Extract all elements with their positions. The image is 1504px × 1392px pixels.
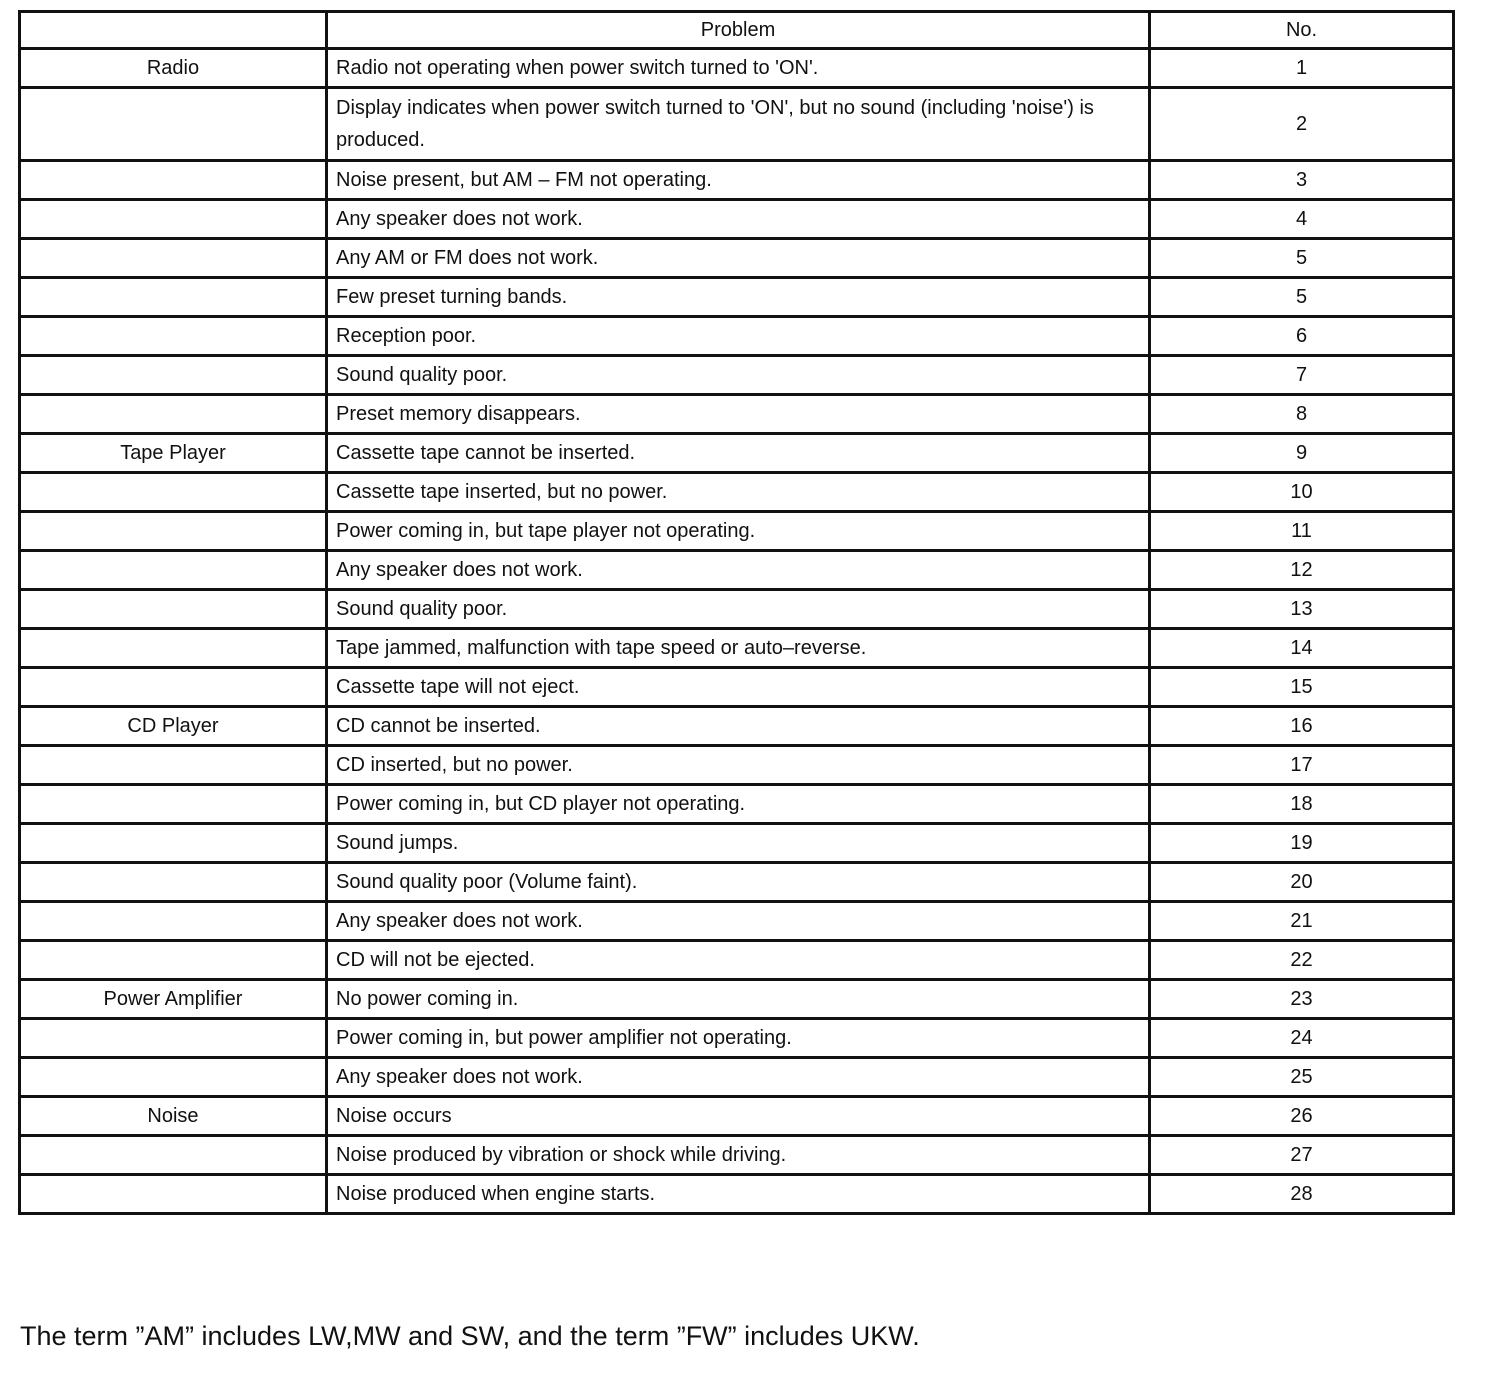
row-number: 18 bbox=[1150, 785, 1454, 824]
row-problem: Sound quality poor. bbox=[327, 590, 1150, 629]
row-system bbox=[20, 941, 327, 980]
row-system: Power Amplifier bbox=[20, 980, 327, 1019]
table-row bbox=[20, 746, 1454, 785]
row-number: 8 bbox=[1150, 395, 1454, 434]
row-problem: Noise present, but AM – FM not operating. bbox=[327, 161, 1150, 200]
row-number: 14 bbox=[1150, 629, 1454, 668]
row-problem: Cassette tape will not eject. bbox=[327, 668, 1150, 707]
row-system bbox=[20, 1019, 327, 1058]
row-system bbox=[20, 356, 327, 395]
row-problem: Sound quality poor. bbox=[327, 356, 1150, 395]
row-number: 26 bbox=[1150, 1097, 1454, 1136]
row-system bbox=[20, 863, 327, 902]
row-problem: Sound jumps. bbox=[327, 824, 1150, 863]
row-number: 23 bbox=[1150, 980, 1454, 1019]
table-row bbox=[20, 512, 1454, 551]
row-number: 21 bbox=[1150, 902, 1454, 941]
row-number: 19 bbox=[1150, 824, 1454, 863]
table-row bbox=[20, 1097, 1454, 1136]
row-system bbox=[20, 512, 327, 551]
row-problem: Noise produced by vibration or shock while driving. bbox=[327, 1136, 1150, 1175]
row-system bbox=[20, 668, 327, 707]
row-system bbox=[20, 395, 327, 434]
table-row bbox=[20, 395, 1454, 434]
row-number: 5 bbox=[1150, 239, 1454, 278]
row-system bbox=[20, 590, 327, 629]
table-row bbox=[20, 980, 1454, 1019]
row-system bbox=[20, 239, 327, 278]
row-number: 11 bbox=[1150, 512, 1454, 551]
row-problem: Any AM or FM does not work. bbox=[327, 239, 1150, 278]
row-system bbox=[20, 200, 327, 239]
row-number: 15 bbox=[1150, 668, 1454, 707]
troubleshooting-table bbox=[18, 10, 1455, 1215]
table-row bbox=[20, 941, 1454, 980]
row-problem: Reception poor. bbox=[327, 317, 1150, 356]
row-number: 13 bbox=[1150, 590, 1454, 629]
row-number: 2 bbox=[1150, 88, 1454, 161]
table-row bbox=[20, 49, 1454, 88]
row-number: 16 bbox=[1150, 707, 1454, 746]
row-system bbox=[20, 785, 327, 824]
row-problem: Power coming in, but CD player not operating. bbox=[327, 785, 1150, 824]
row-number: 12 bbox=[1150, 551, 1454, 590]
table-row bbox=[20, 590, 1454, 629]
header-no: No. bbox=[1150, 12, 1454, 49]
row-number: 28 bbox=[1150, 1175, 1454, 1214]
row-number: 4 bbox=[1150, 200, 1454, 239]
row-system bbox=[20, 824, 327, 863]
table-row bbox=[20, 356, 1454, 395]
row-number: 3 bbox=[1150, 161, 1454, 200]
row-problem: Tape jammed, malfunction with tape speed or auto–reverse. bbox=[327, 629, 1150, 668]
row-number: 25 bbox=[1150, 1058, 1454, 1097]
table-row bbox=[20, 1175, 1454, 1214]
table-row bbox=[20, 629, 1454, 668]
troubleshooting-table-container bbox=[18, 10, 1452, 1215]
table-row bbox=[20, 88, 1454, 161]
table-row bbox=[20, 161, 1454, 200]
table-row bbox=[20, 785, 1454, 824]
row-problem: Preset memory disappears. bbox=[327, 395, 1150, 434]
header-problem: Problem bbox=[327, 12, 1150, 49]
row-system bbox=[20, 1136, 327, 1175]
table-row bbox=[20, 707, 1454, 746]
row-problem: CD inserted, but no power. bbox=[327, 746, 1150, 785]
table-row bbox=[20, 863, 1454, 902]
row-problem: Cassette tape cannot be inserted. bbox=[327, 434, 1150, 473]
row-system: Noise bbox=[20, 1097, 327, 1136]
table-row bbox=[20, 551, 1454, 590]
table-row bbox=[20, 668, 1454, 707]
row-problem: Any speaker does not work. bbox=[327, 551, 1150, 590]
table-row bbox=[20, 824, 1454, 863]
row-problem: Power coming in, but power amplifier not operating. bbox=[327, 1019, 1150, 1058]
row-system bbox=[20, 1058, 327, 1097]
row-problem: No power coming in. bbox=[327, 980, 1150, 1019]
row-system bbox=[20, 88, 327, 161]
row-problem: Few preset turning bands. bbox=[327, 278, 1150, 317]
row-system: Radio bbox=[20, 49, 327, 88]
row-number: 7 bbox=[1150, 356, 1454, 395]
row-number: 9 bbox=[1150, 434, 1454, 473]
row-problem: Radio not operating when power switch turned to 'ON'. bbox=[327, 49, 1150, 88]
row-number: 5 bbox=[1150, 278, 1454, 317]
table-row bbox=[20, 239, 1454, 278]
row-number: 22 bbox=[1150, 941, 1454, 980]
row-problem: Any speaker does not work. bbox=[327, 902, 1150, 941]
table-row bbox=[20, 1058, 1454, 1097]
row-system bbox=[20, 1175, 327, 1214]
table-row bbox=[20, 1019, 1454, 1058]
row-system bbox=[20, 473, 327, 512]
table-row bbox=[20, 902, 1454, 941]
row-problem: Any speaker does not work. bbox=[327, 1058, 1150, 1097]
row-problem: Noise produced when engine starts. bbox=[327, 1175, 1150, 1214]
row-problem: Sound quality poor (Volume faint). bbox=[327, 863, 1150, 902]
table-row bbox=[20, 200, 1454, 239]
table-row bbox=[20, 434, 1454, 473]
row-number: 27 bbox=[1150, 1136, 1454, 1175]
row-system bbox=[20, 551, 327, 590]
row-number: 6 bbox=[1150, 317, 1454, 356]
row-number: 1 bbox=[1150, 49, 1454, 88]
row-number: 17 bbox=[1150, 746, 1454, 785]
row-problem: CD cannot be inserted. bbox=[327, 707, 1150, 746]
footnote: The term ”AM” includes LW,MW and SW, and the term ”FW” includes UKW. bbox=[20, 1321, 920, 1351]
header-system bbox=[20, 12, 327, 49]
table-row bbox=[20, 278, 1454, 317]
row-system bbox=[20, 278, 327, 317]
row-problem: Power coming in, but tape player not operating. bbox=[327, 512, 1150, 551]
row-problem: Cassette tape inserted, but no power. bbox=[327, 473, 1150, 512]
row-system: CD Player bbox=[20, 707, 327, 746]
row-number: 10 bbox=[1150, 473, 1454, 512]
table-header-row bbox=[20, 12, 1454, 49]
row-number: 20 bbox=[1150, 863, 1454, 902]
row-system bbox=[20, 161, 327, 200]
row-system: Tape Player bbox=[20, 434, 327, 473]
row-system bbox=[20, 629, 327, 668]
row-problem: Noise occurs bbox=[327, 1097, 1150, 1136]
row-system bbox=[20, 902, 327, 941]
row-system bbox=[20, 746, 327, 785]
row-system bbox=[20, 317, 327, 356]
row-problem: CD will not be ejected. bbox=[327, 941, 1150, 980]
table-row bbox=[20, 1136, 1454, 1175]
row-problem: Display indicates when power switch turned to 'ON', but no sound (including 'noise') is produced. bbox=[327, 88, 1150, 161]
table-row bbox=[20, 317, 1454, 356]
table-row bbox=[20, 473, 1454, 512]
row-problem: Any speaker does not work. bbox=[327, 200, 1150, 239]
row-number: 24 bbox=[1150, 1019, 1454, 1058]
